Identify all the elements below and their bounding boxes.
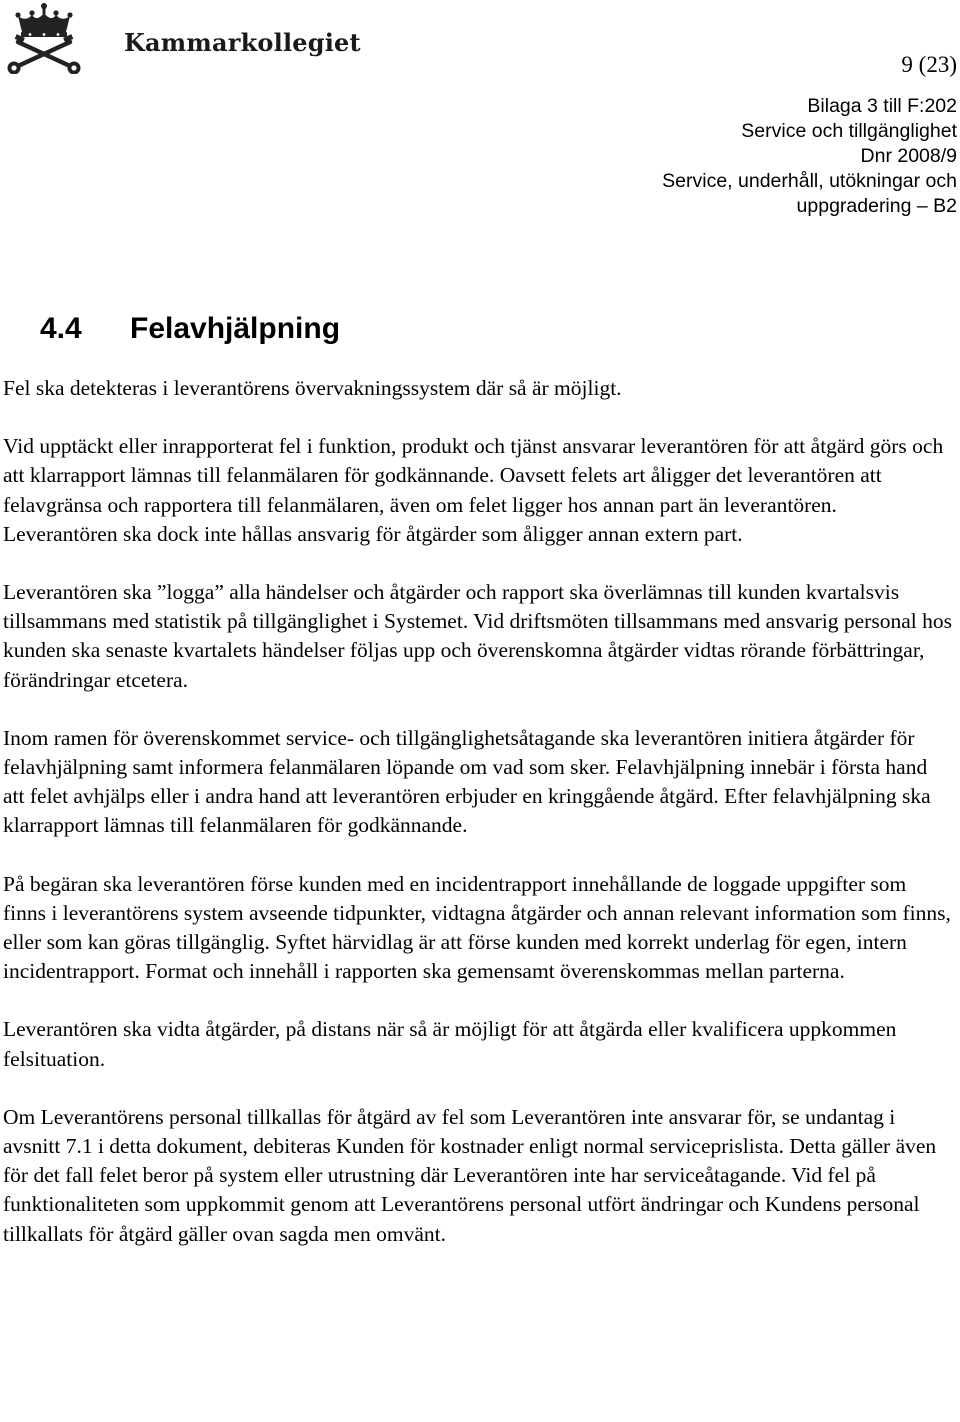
section-number: 4.4 (40, 312, 82, 345)
section-body (3, 374, 953, 1249)
paragraph: Leverantören ska vidta åtgärder, på distans när så är möjligt för att åtgärda eller kvalificera uppkommen felsituation. (3, 1017, 897, 1071)
procurement-area-line-1: Service, underhåll, utökningar och (662, 170, 957, 192)
page-number: 9 (23) (901, 52, 957, 77)
paragraph: Inom ramen för överenskommet service- och tillgänglighetsåtagande ska leverantören initiera åtgärder för felavhjälpning samt informera felanmälaren löpande om vad som sker. Felavhjälpning innebär i första hand att felet avhjälps eller i andra hand att leverantören erbjuder en kringgående åtgärd. Efter felavhjälpning ska klarrapport lämnas till felanmälaren för godkännande. (3, 725, 931, 838)
paragraph: På begäran ska leverantören förse kunden med en incidentrapport innehållande de loggade uppgifter som finns i leverantörens system avseende tidpunkter, vidtagna åtgärder och annan relevant information som finns, eller som kan göras tillgänglig. Syftet härvidlag är att förse kunden med korrekt underlag för egen, intern incidentrapport. Format och innehåll i rapporten ska gemensamt överenskommas mellan parterna. (3, 871, 951, 984)
attachment-reference: Bilaga 3 till F:202 (807, 95, 957, 117)
paragraph: Om Leverantörens personal tillkallas för åtgärd av fel som Leverantören inte ansvarar för, se undantag i avsnitt 7.1 i detta dokument, debiteras Kunden för kostnader enligt normal serviceprislista. Detta gäller även för det fall felet beror på system eller utrustning där Leverantören inte har serviceåtagande. Vid fel på funktionaliteten som uppkommit genom att Leverantörens personal utfört ändringar och Kundens personal tillkallats för åtgärd gäller ovan sagda men omvänt. (3, 1104, 937, 1246)
paragraph: Fel ska detekteras i leverantörens övervakningssystem där så är möjligt. (3, 376, 622, 400)
section-title: Felavhjälpning (130, 312, 341, 345)
paragraph: Leverantören ska ”logga” alla händelser och åtgärder och rapport ska överlämnas till kunden kvartalsvis tillsammans med statistik på tillgänglighet i Systemet. Vid driftsmöten tillsammans med ansvarig personal hos kunden ska senaste kvartalets händelser följas upp och överenskomna åtgärder vidtas rörande förbättringar, förändringar etcetera. (3, 580, 952, 692)
registration-number: Dnr 2008/9 (860, 145, 957, 167)
crown-keys-emblem-icon (4, 2, 122, 74)
logo-wordmark: Kammarkollegiet (124, 28, 361, 57)
document-subject: Service och tillgänglighet (741, 120, 957, 142)
paragraph: Vid upptäckt eller inrapporterat fel i funktion, produkt och tjänst ansvarar leverantören för att åtgärd görs och att klarrapport lämnas till felanmälaren för godkännande. Oavsett felets art åligger det leverantören att felavgränsa och rapportera till felanmälaren, även om felet ligger hos annan part än leverantören. Leverantören ska dock inte hållas ansvarig för åtgärder som åligger annan extern part. (3, 434, 944, 546)
section-heading (40, 309, 340, 349)
procurement-area-line-2: uppgradering – B2 (796, 195, 957, 217)
kammarkollegiet-logo (4, 2, 361, 74)
document-reference-block (662, 94, 957, 219)
